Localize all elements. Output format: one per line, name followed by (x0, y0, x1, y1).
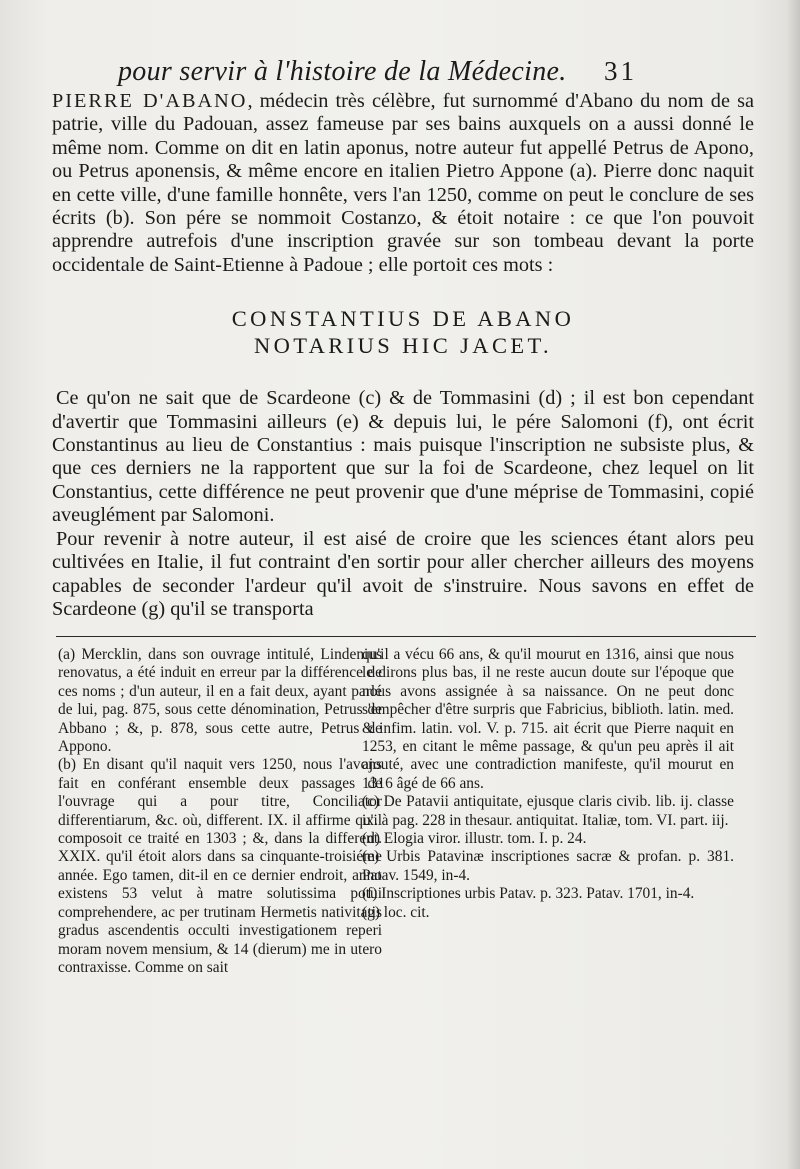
page-edge-shadow (786, 0, 800, 1169)
paragraph-3: Pour revenir à notre auteur, il est aisé de croire que les sciences étant alors peu cultivées en Italie, il fut contraint d'en sortir pour aller chercher ailleurs des moyens capables de seconder l'ardeur qu'il avoit de s'instruire. Nous savons en effet de Scardeone (g) qu'il se transporta (52, 527, 754, 620)
footnote-c: (c) De Patavii antiquitate, ejusque claris civib. lib. ij. classe ix. à pag. 228 in thesaur. antiquitat. Italiæ, tom. VI. part. iij. (362, 793, 734, 829)
paragraph-lead: PIERRE D'ABANO (52, 90, 248, 112)
footnote-rule (56, 636, 756, 637)
inscription-line-2: NOTARIUS HIC JACET. (253, 333, 552, 359)
footnotes-left-column (58, 646, 382, 977)
running-title: pour servir à l'histoire de la Médecine. (118, 56, 567, 87)
footnote-e: (e) Urbis Patavinæ inscriptiones sacræ & profan. p. 381. Patav. 1549, in-4. (362, 848, 734, 884)
footnote-d: (d) Elogia viror. illustr. tom. I. p. 24. (362, 830, 587, 848)
footnote-g: (g) loc. cit. (362, 903, 430, 921)
footnote-f: (f) Inscriptiones urbis Patav. p. 323. Patav. 1701, in-4. (362, 885, 695, 903)
tomb-inscription (52, 305, 754, 359)
paragraph-2: Ce qu'on ne sait que de Scardeone (c) & de Tommasini (d) ; il est bon cependant d'avertir que Tommasini ailleurs (e) & depuis lui, le pére Salomoni (f), ont écrit Constantinus au lieu de Constantius : mais puisque l'inscription ne subsiste plus, & que ces derniers ne la rapportent que sur la foi de Scardeone, chez lequel on lit Constantius, cette différence ne peut provenir que d'une méprise de Tommasini, copié aveuglément par Salomoni. (52, 387, 754, 527)
page-number: 31 (604, 56, 637, 86)
footnote-b: (b) En disant qu'il naquit vers 1250, nous l'avons fait en conférant ensemble deux passages de l'ouvrage qui a pour titre, Conciliator differentiarum, &c. où, different. IX. il affirme qu'il composoit ce traité en 1303 ; &, dans la different. XXIX. qu'il étoit alors dans sa cinquante-troisiéme année. Ego tamen, dit-il en ce dernier endroit, anno existens 53 velut à matre solutissima potui comprehendere, ac per trutinam Hermetis nativitatis gradus ascendentis occulti investigationem reperi moram novem mensium, & 14 (dierum) me in utero contraxisse. Comme on sait (58, 756, 382, 976)
inscription-line-1: CONSTANTIUS DE ABANO (231, 306, 575, 332)
paragraph-1 (52, 90, 754, 277)
footnote-b-continued: qu'il a vécu 66 ans, & qu'il mourut en 1316, ainsi que nous le dirons plus bas, il ne reste aucun doute sur l'époque que nous avons assignée à sa naissance. On ne peut donc s'empêcher d'être surpris que Fabricius, biblioth. latin. med. & infim. latin. vol. V. p. 715. ait écrit que Pierre naquit en 1253, en citant le même passage, & qu'un peu après il ait ajouté, avec une contradiction manifeste, qu'il mourut en 1316 âgé de 66 ans. (362, 646, 734, 792)
footnote-a: (a) Mercklin, dans son ouvrage intitulé, Lindenius renovatus, a été induit en erreur par la différence de ces noms ; d'un auteur, il en a fait deux, ayant parlé de lui, pag. 875, sous cette dénomination, Petrus de Abbano ; &, p. 878, sous cette autre, Petrus de Appono. (58, 646, 382, 756)
main-text (52, 90, 754, 621)
footnotes-right-column (362, 646, 734, 922)
paragraph-1-text: , médecin très célèbre, fut surnommé d'Abano du nom de sa patrie, ville du Padouan, assez fameuse par ses bains auxquels on a aussi donné le même nom. Comme on dit en latin aponus, notre auteur fut appellé Petrus de Apono, ou Petrus aponensis, & même encore en italien Pietro Appone (a). Pierre donc naquit en cette ville, d'une famille honnête, vers l'an 1250, comme on peut le conclure de ses écrits (b). Son pére se nommoit Costanzo, & étoit notaire : ce que l'on pouvoit apprendre autrefois d'une inscription gravée sur son tombeau devant la porte occidentale de Saint-Etienne à Padoue ; elle portoit ces mots : (52, 90, 754, 276)
